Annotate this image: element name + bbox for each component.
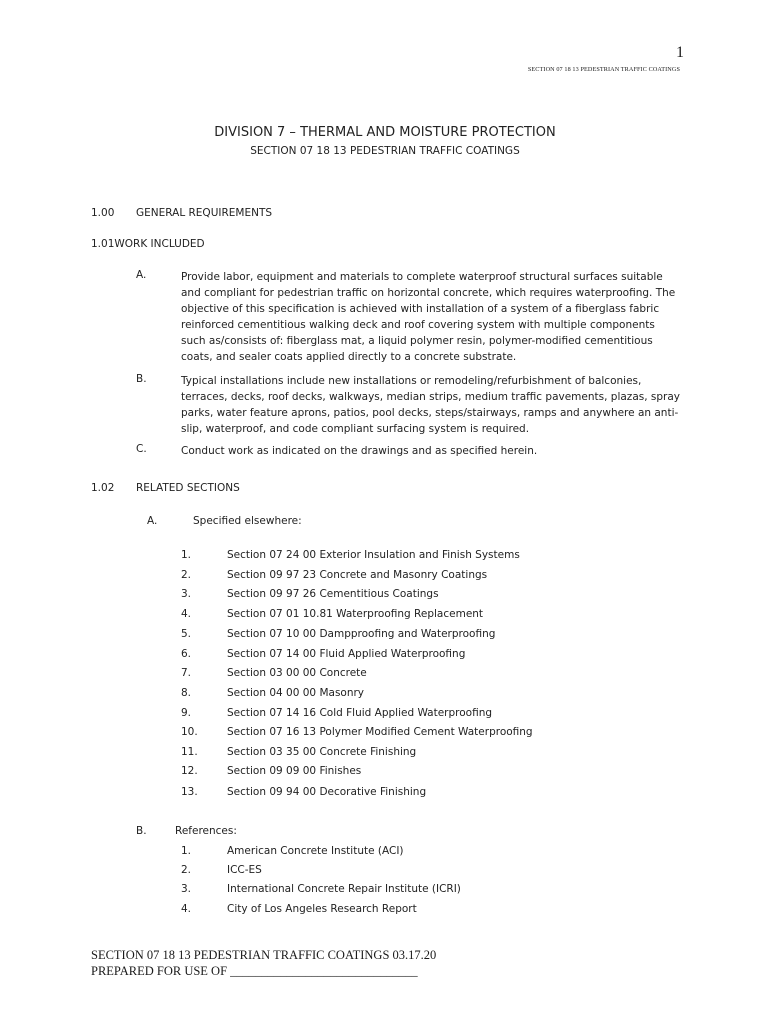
- page-number: 1: [676, 44, 684, 61]
- list-item: Section 09 94 00 Decorative Finishing: [227, 786, 427, 798]
- list-item: Section 07 16 13 Polymer Modified Cement Waterproofing: [227, 726, 533, 738]
- list-item: International Concrete Repair Institute (ICRI): [227, 883, 461, 895]
- list-number: 9.: [181, 707, 192, 719]
- section-title: SECTION 07 18 13 PEDESTRIAN TRAFFIC COATINGS: [250, 145, 520, 157]
- subsection-letter-a: A.: [147, 515, 158, 527]
- list-item: Section 07 14 16 Cold Fluid Applied Waterproofing: [227, 707, 493, 719]
- list-number: 12.: [181, 765, 198, 777]
- item-letter-c: C.: [136, 443, 147, 455]
- section-number-1-00: 1.00: [91, 207, 115, 219]
- list-number: 1.: [181, 549, 192, 561]
- list-number: 2.: [181, 864, 192, 876]
- list-item: Section 03 00 00 Concrete: [227, 667, 367, 679]
- list-item: Section 07 01 10.81 Waterproofing Replacement: [227, 608, 484, 620]
- list-item: Section 07 10 00 Dampproofing and Waterproofing: [227, 628, 496, 640]
- list-item: Section 09 97 26 Cementitious Coatings: [227, 588, 439, 600]
- running-head: SECTION 07 18 13 PEDESTRIAN TRAFFIC COATINGS: [527, 66, 680, 73]
- list-number: 4.: [181, 608, 192, 620]
- paragraph-work-c: Conduct work as indicated on the drawings and as specified herein.: [181, 445, 538, 457]
- list-item: Section 09 09 00 Finishes: [227, 765, 362, 777]
- list-number: 2.: [181, 569, 192, 581]
- list-item: ICC-ES: [227, 864, 262, 876]
- list-item: Section 07 14 00 Fluid Applied Waterproofing: [227, 648, 466, 660]
- list-item: Section 03 35 00 Concrete Finishing: [227, 746, 417, 758]
- list-number: 13.: [181, 786, 198, 798]
- list-number: 10.: [181, 726, 198, 738]
- list-number: 6.: [181, 648, 192, 660]
- section-heading-general-requirements: GENERAL REQUIREMENTS: [136, 207, 273, 219]
- list-number: 3.: [181, 588, 192, 600]
- subsection-label-specified-elsewhere: Specified elsewhere:: [193, 515, 302, 527]
- list-item: City of Los Angeles Research Report: [227, 903, 417, 915]
- division-title: DIVISION 7 – THERMAL AND MOISTURE PROTECTION: [214, 125, 556, 140]
- section-heading-related-sections: RELATED SECTIONS: [136, 482, 240, 494]
- list-number: 7.: [181, 667, 192, 679]
- paragraph-work-b: Typical installations include new installations or remodeling/refurbishment of balconies, terraces, decks, roof decks, walkways, median strips, medium traffic pavements, plazas, spray parks, water feature aprons, patios, pool decks, steps/stairways, ramps and anywhere an anti-slip, waterproof, and code compliant surfacing system is required.: [181, 375, 680, 435]
- list-number: 11.: [181, 746, 198, 758]
- list-number: 1.: [181, 845, 192, 857]
- list-item: Section 09 97 23 Concrete and Masonry Coatings: [227, 569, 488, 581]
- subsection-label-references: References:: [175, 825, 237, 837]
- list-item: Section 04 00 00 Masonry: [227, 687, 365, 699]
- section-heading-work-included: 1.01WORK INCLUDED: [91, 238, 205, 250]
- footer-section-line: SECTION 07 18 13 PEDESTRIAN TRAFFIC COATINGS 03.17.20: [91, 948, 437, 962]
- list-item: Section 07 24 00 Exterior Insulation and Finish Systems: [227, 549, 520, 561]
- list-item: American Concrete Institute (ACI): [227, 845, 404, 857]
- item-letter-a: A.: [136, 269, 147, 281]
- subsection-letter-b: B.: [136, 825, 147, 837]
- list-number: 5.: [181, 628, 192, 640]
- list-number: 3.: [181, 883, 192, 895]
- paragraph-work-a: Provide labor, equipment and materials to complete waterproof structural surfaces suitable and compliant for pedestrian traffic on horizontal concrete, which requires waterproofing. The objective of this specification is achieved with installation of a system of a fiberglass fabric reinforced cementitious walking deck and roof covering system with multiple components such as/consists of: fiberglass mat, a liquid polymer resin, polymer-modified cementitious coats, and sealer coats applied directly to a concrete substrate.: [181, 271, 676, 363]
- section-number-1-02: 1.02: [91, 482, 115, 494]
- list-number: 4.: [181, 903, 192, 915]
- item-letter-b: B.: [136, 373, 147, 385]
- footer-prepared-line: PREPARED FOR USE OF ______________________________: [91, 964, 418, 978]
- list-number: 8.: [181, 687, 192, 699]
